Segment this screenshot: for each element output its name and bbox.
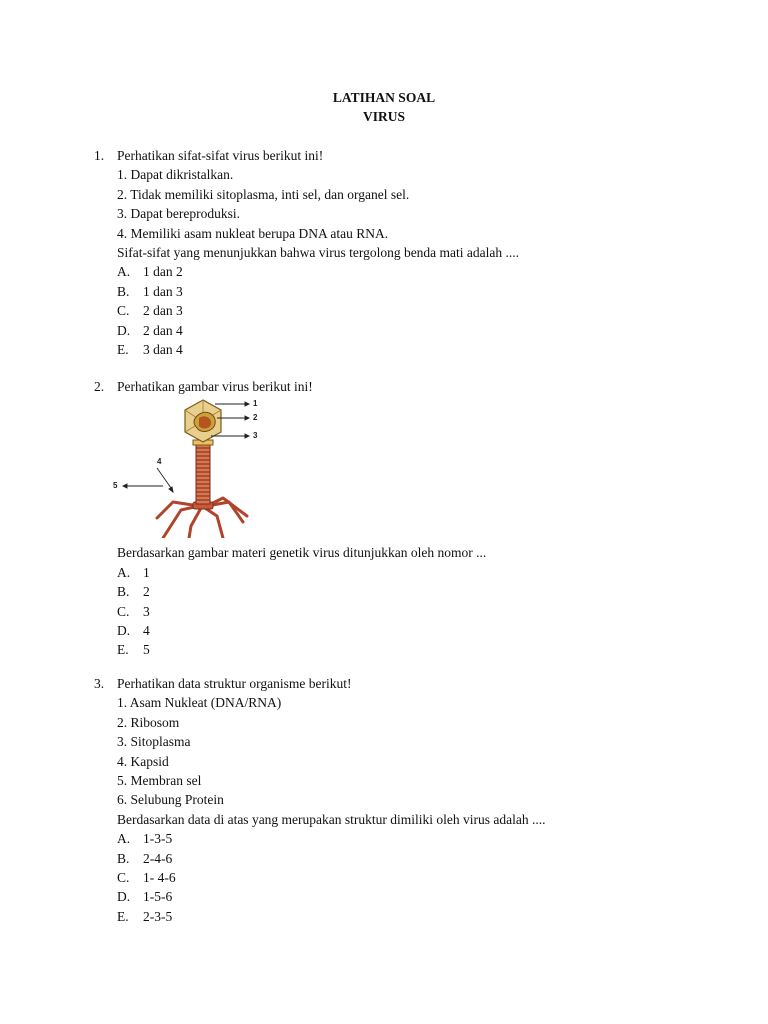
list-item: 3. Sitoplasma xyxy=(117,734,191,750)
answer-option xyxy=(117,340,757,359)
answer-option xyxy=(117,602,757,621)
answer-option xyxy=(117,887,757,906)
option-text: 1-3-5 xyxy=(143,831,173,847)
list-item: 2. Tidak memiliki sitoplasma, inti sel, dan organel sel. xyxy=(117,186,410,202)
answer-option xyxy=(117,640,757,659)
option-text: 3 xyxy=(143,603,150,619)
answer-option xyxy=(117,849,757,868)
option-letter: E. xyxy=(117,642,129,658)
option-text: 1-5-6 xyxy=(143,889,173,905)
figure-label-2: 2 xyxy=(253,413,258,423)
question-text: Sifat-sifat yang menunjukkan bahwa virus tergolong benda mati adalah .... xyxy=(117,244,520,260)
answer-option xyxy=(117,301,757,320)
option-letter: D. xyxy=(117,622,131,638)
option-text: 4 xyxy=(143,622,150,638)
figure-label-3: 3 xyxy=(253,431,258,441)
bacteriophage-illustration xyxy=(111,398,271,538)
option-letter: E. xyxy=(117,908,129,924)
answer-option xyxy=(117,321,757,340)
option-letter: B. xyxy=(117,283,130,299)
list-item: 5. Membran sel xyxy=(117,772,202,788)
option-text: 3 dan 4 xyxy=(143,341,183,357)
list-item: 4. Memiliki asam nukleat berupa DNA atau RNA. xyxy=(117,225,389,241)
option-text: 5 xyxy=(143,642,150,658)
question-text: Berdasarkan gambar materi genetik virus ditunjukkan oleh nomor ... xyxy=(117,545,487,561)
option-letter: A. xyxy=(117,264,131,280)
list-item: 1. Dapat dikristalkan. xyxy=(117,167,234,183)
option-text: 1 xyxy=(143,564,150,580)
question-number: 2. xyxy=(94,379,105,394)
option-letter: D. xyxy=(117,322,131,338)
question-text: Berdasarkan data di atas yang merupakan struktur dimiliki oleh virus adalah .... xyxy=(117,811,546,827)
option-text: 1 dan 2 xyxy=(143,264,183,280)
option-text: 1- 4-6 xyxy=(143,869,176,885)
option-text: 2 dan 3 xyxy=(143,303,183,319)
option-letter: C. xyxy=(117,303,130,319)
option-text: 2 dan 4 xyxy=(143,322,183,338)
list-item: 2. Ribosom xyxy=(117,714,180,730)
figure-label-1: 1 xyxy=(253,399,258,409)
option-letter: D. xyxy=(117,889,131,905)
option-text: 2-3-5 xyxy=(143,908,173,924)
answer-option xyxy=(117,563,757,582)
option-letter: B. xyxy=(117,850,130,866)
answer-option xyxy=(117,907,757,926)
title-line-2: VIRUS xyxy=(362,109,405,125)
question-intro: Perhatikan gambar virus berikut ini! xyxy=(117,379,313,394)
option-text: 1 dan 3 xyxy=(143,283,183,299)
figure-label-4: 4 xyxy=(157,457,162,467)
question-number: 3. xyxy=(94,676,105,691)
question-intro: Perhatikan data struktur organisme berikut! xyxy=(117,676,352,691)
option-letter: A. xyxy=(117,564,131,580)
answer-option xyxy=(117,262,757,281)
option-text: 2 xyxy=(143,584,150,600)
option-text: 2-4-6 xyxy=(143,850,173,866)
figure-label-5: 5 xyxy=(113,481,118,491)
list-item: 6. Selubung Protein xyxy=(117,792,224,808)
answer-option xyxy=(117,868,757,887)
list-item: 1. Asam Nukleat (DNA/RNA) xyxy=(117,695,282,711)
answer-option xyxy=(117,621,757,640)
list-item: 4. Kapsid xyxy=(117,753,169,769)
option-letter: C. xyxy=(117,869,130,885)
answer-option xyxy=(117,582,757,601)
title-line-1: LATIHAN SOAL xyxy=(332,90,436,105)
document-title xyxy=(0,88,768,127)
question-number: 1. xyxy=(94,148,105,163)
bacteriophage-diagram xyxy=(111,398,271,538)
list-item: 3. Dapat bereproduksi. xyxy=(117,206,240,222)
question-intro: Perhatikan sifat-sifat virus berikut ini! xyxy=(117,148,324,163)
answer-option xyxy=(117,829,757,848)
answer-option xyxy=(117,282,757,301)
option-letter: C. xyxy=(117,603,130,619)
option-letter: E. xyxy=(117,341,129,357)
option-letter: B. xyxy=(117,584,130,600)
option-letter: A. xyxy=(117,831,131,847)
